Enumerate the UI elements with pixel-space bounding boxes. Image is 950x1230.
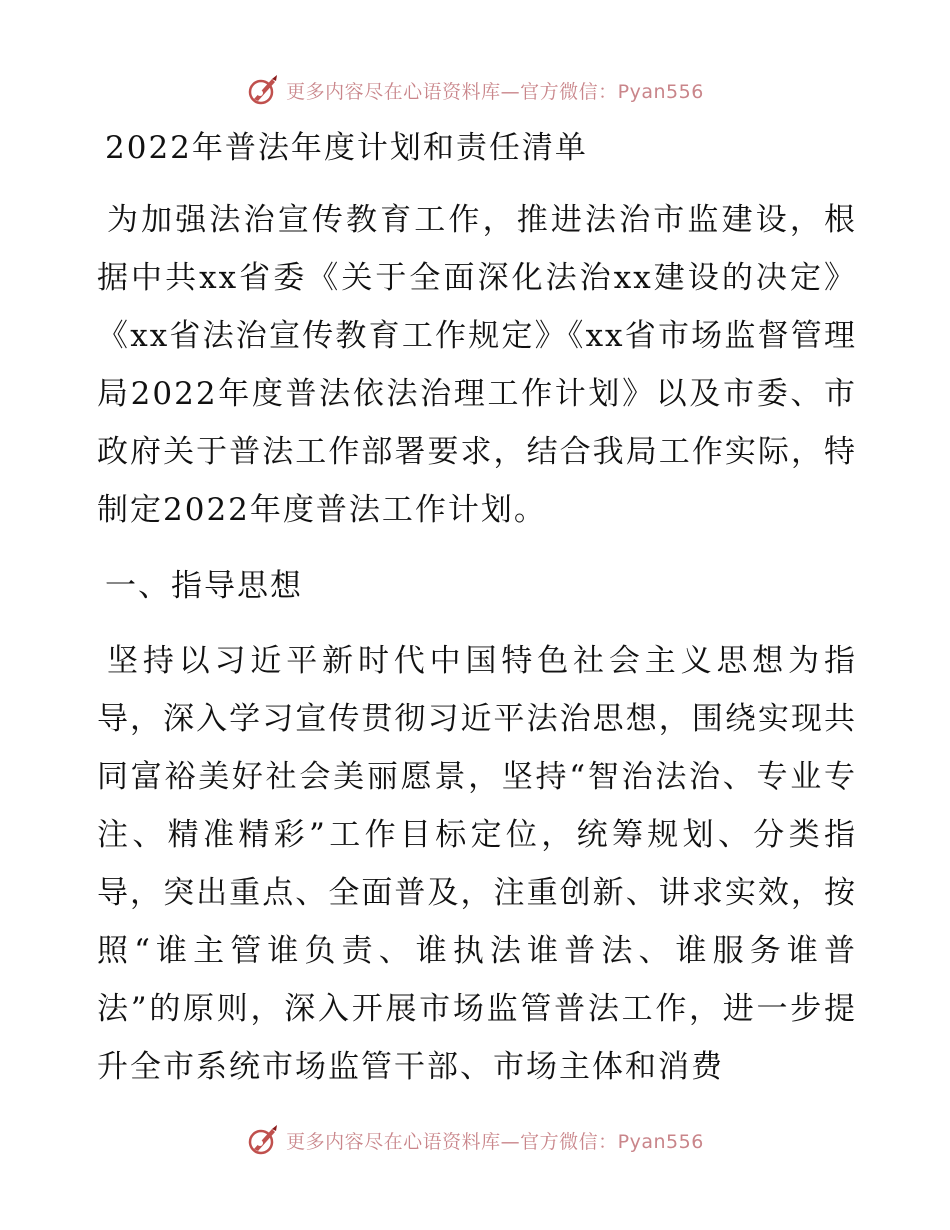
- section-1-paragraph: 坚持以习近平新时代中国特色社会主义思想为指导，深入学习宣传贯彻习近平法治思想，围绕实现共同富裕美好社会美丽愿景，坚持“智治法治、专业专注、精准精彩”工作目标定位，统筹规划、分类指导，突出重点、全面普及，注重创新、讲求实效，按照“谁主管谁负责、谁执法谁普法、谁服务谁普法”的原则，深入开展市场监管普法工作，进一步提升全市系统市场监管干部、市场主体和消费: [97, 643, 857, 1085]
- banner-wechat-text: 官方微信：Pyan556: [520, 1130, 704, 1153]
- document-title: 2022年普法年度计划和责任清单: [105, 130, 588, 166]
- banner-dash: —: [500, 1130, 521, 1153]
- quill-pen-logo-icon: [246, 73, 280, 107]
- banner-main-text: 更多内容尽在心语资料库: [286, 1130, 501, 1153]
- intro-paragraph: 为加强法治宣传教育工作，推进法治市监建设，根据中共xx省委《关于全面深化法治xx建设的决定》《xx省法治宣传教育工作规定》《xx省市场监督管理局2022年度普法依法治理工作计划》以及市委、市政府关于普法工作部署要求，结合我局工作实际，特制定2022年度普法工作计划。: [97, 202, 857, 528]
- quill-pen-logo-icon: [246, 1123, 280, 1157]
- banner-text: [286, 77, 704, 104]
- header-watermark-banner: [0, 70, 950, 110]
- banner-main-text: 更多内容尽在心语资料库: [286, 80, 501, 103]
- footer-watermark-banner: [0, 1120, 950, 1160]
- section-1-heading: 一、指导思想: [105, 568, 303, 604]
- banner-text: [286, 1127, 704, 1154]
- banner-dash: —: [500, 80, 521, 103]
- banner-wechat-text: 官方微信：Pyan556: [520, 80, 704, 103]
